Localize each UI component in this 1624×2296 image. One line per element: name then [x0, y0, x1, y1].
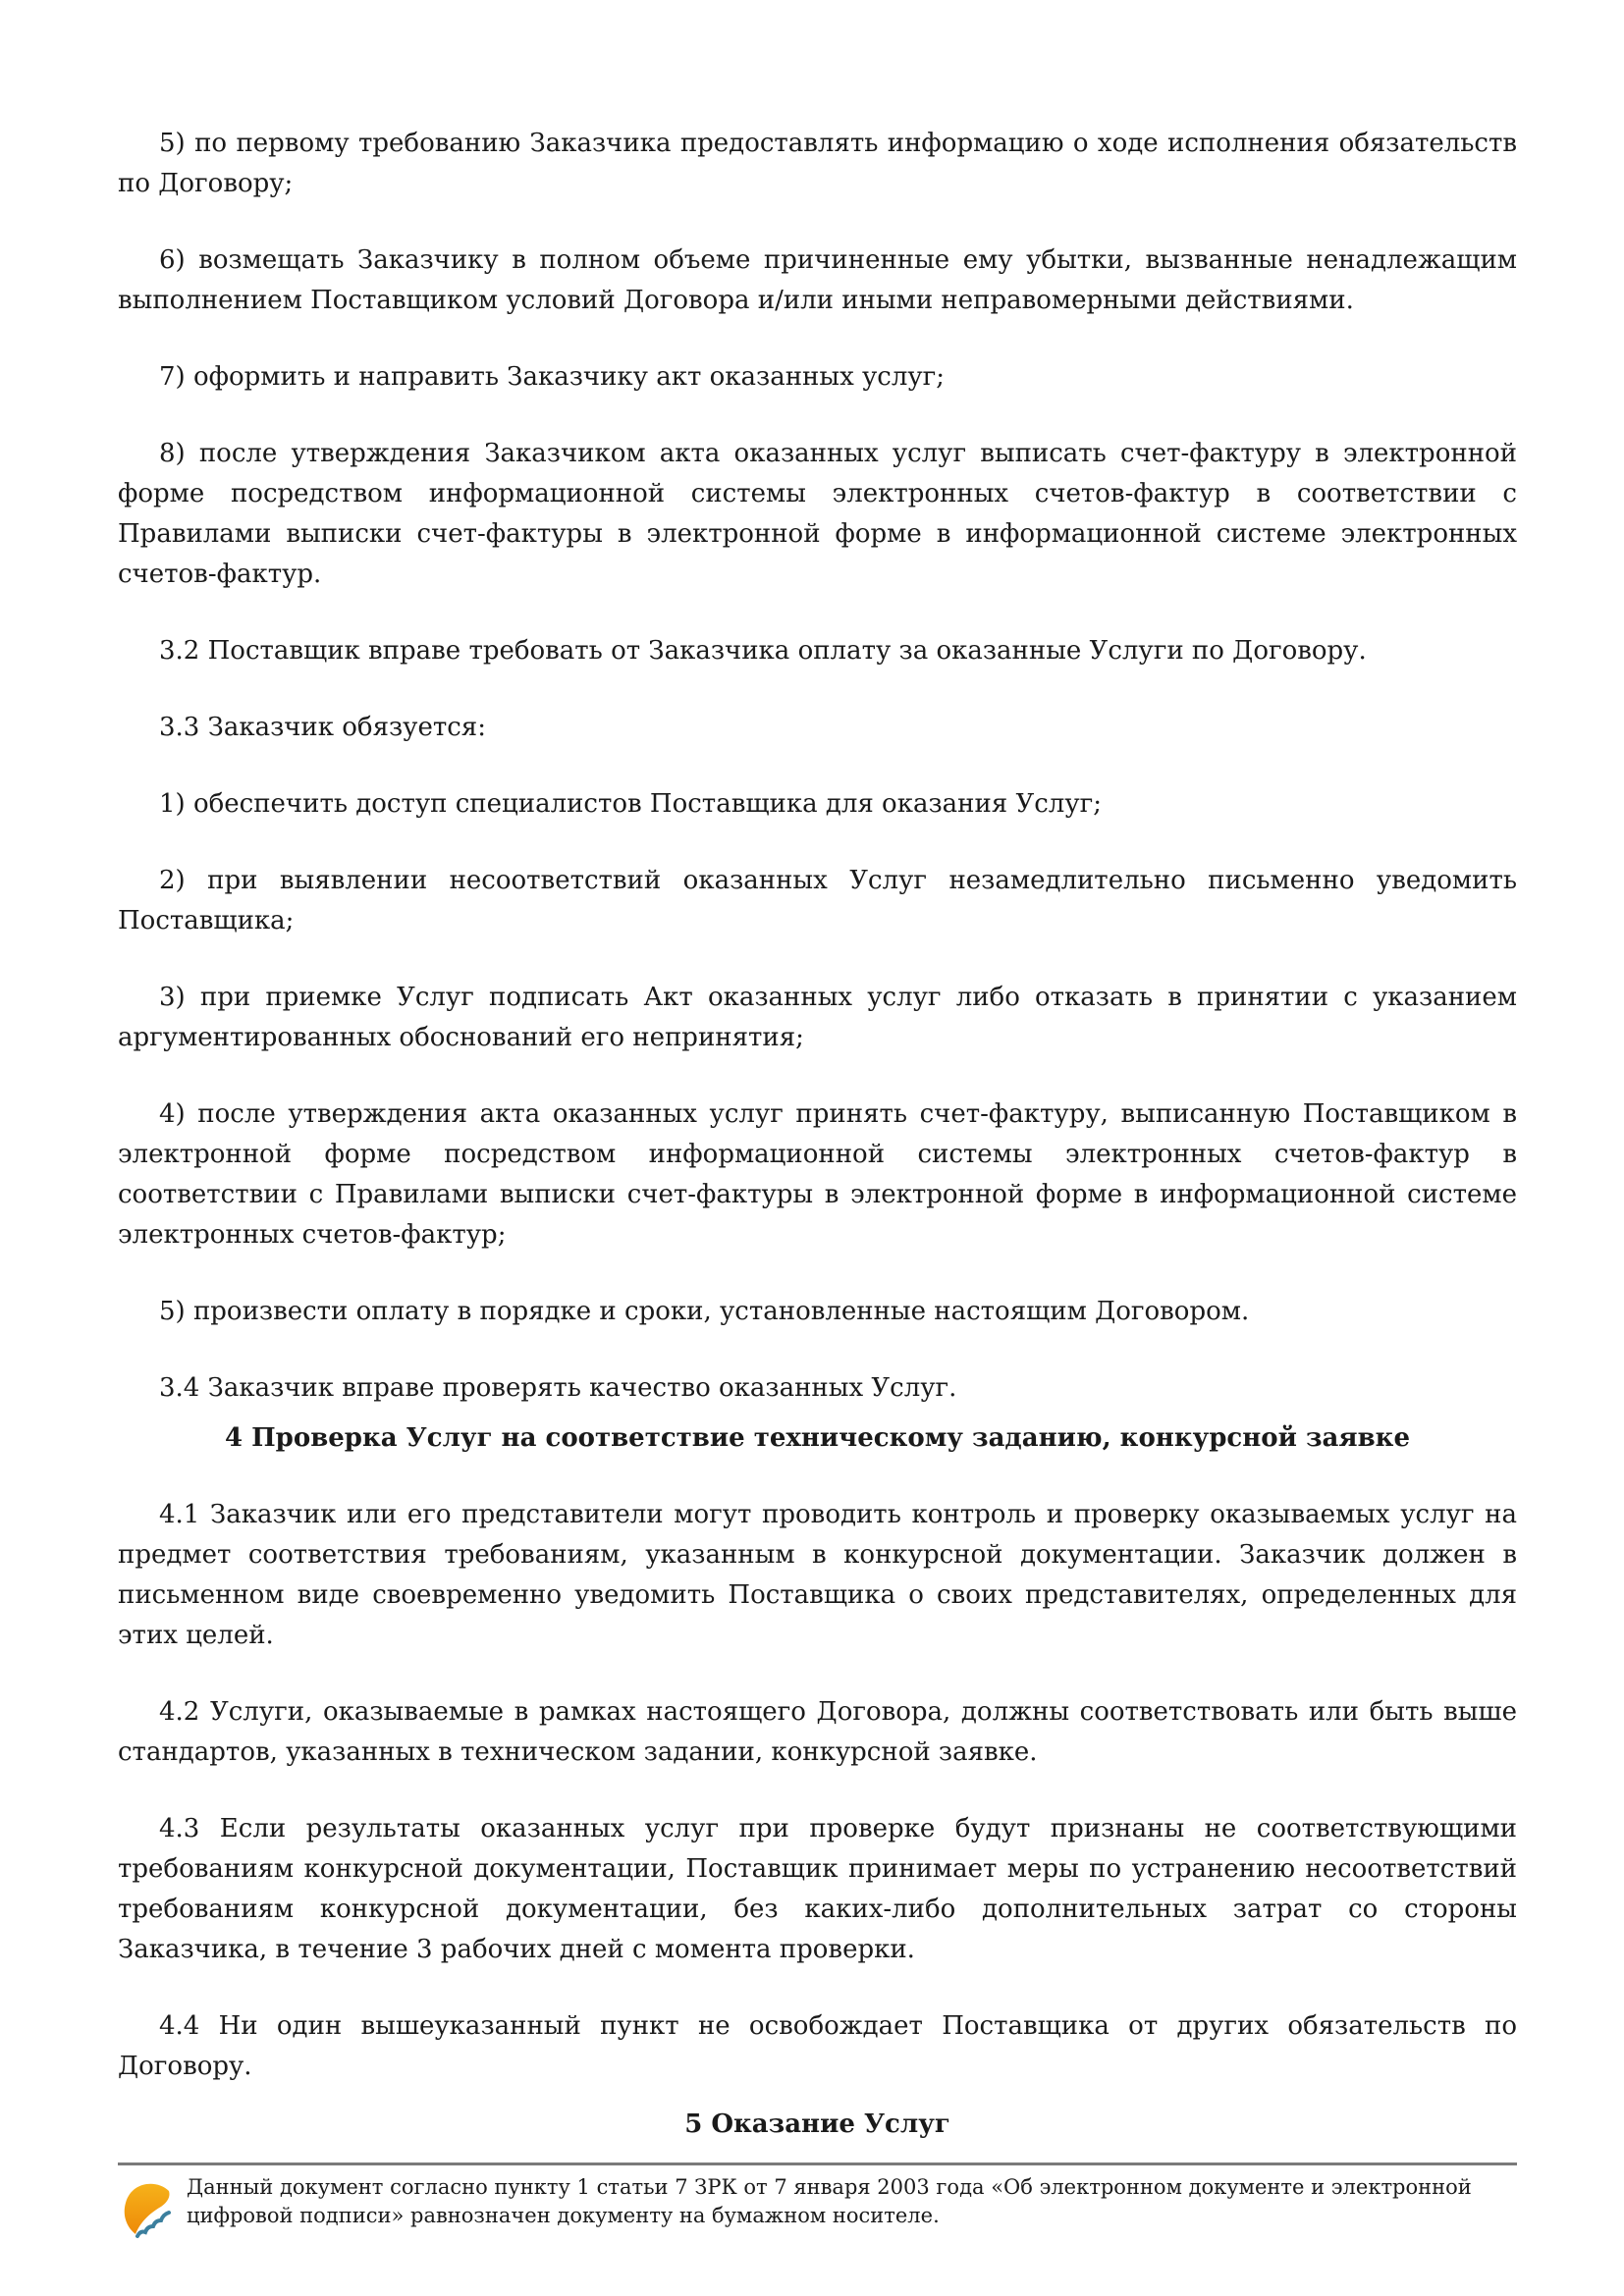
footer-legal-text: Данный документ согласно пункту 1 статьи 7 ЗРК от 7 января 2003 года «Об электронном документе и электронной цифровой подписи» равнозначен документу на бумажном носителе.: [187, 2175, 1472, 2227]
paragraph-3-4: 3.4 Заказчик вправе проверять качество оказанных Услуг.: [159, 1373, 957, 1403]
paragraph-customer-1: 1) обеспечить доступ специалистов Поставщика для оказания Услуг;: [159, 789, 1102, 819]
paragraph-4-3: 4.3 Если результаты оказанных услуг при проверке будут признаны не соответствующими требованиям конкурсной документации, Поставщик принимает меры по устранению несоответствий требованиям конкурсной документации, без каких-либо дополнительных затрат со стороны Заказчика, в течение 3 рабочих дней с момента проверки.: [118, 1814, 1517, 1964]
paragraph-obligation-7: 7) оформить и направить Заказчику акт оказанных услуг;: [159, 362, 946, 392]
section-5-heading: 5 Оказание Услуг: [684, 2109, 950, 2139]
paragraph-4-2: 4.2 Услуги, оказываемые в рамках настоящего Договора, должны соответствовать или быть выше стандартов, указанных в техническом задании, конкурсной заявке.: [118, 1697, 1517, 1767]
paragraph-obligation-8: 8) после утверждения Заказчиком акта оказанных услуг выписать счет-фактуру в электронной форме посредством информационной системы электронных счетов-фактур в соответствии с Правилами выписки счет-фактуры в электронной форме в информационной системе электронных счетов-фактур.: [118, 439, 1517, 589]
paragraph-customer-4: 4) после утверждения акта оказанных услуг принять счет-фактуру, выписанную Поставщиком в электронной форме посредством информационной системы электронных счетов-фактур в соответствии с Правилами выписки счет-фактуры в электронной форме в информационной системе электронных счетов-фактур;: [118, 1099, 1517, 1250]
paragraph-4-1: 4.1 Заказчик или его представители могут проводить контроль и проверку оказываемых услуг на предмет соответствия требованиям, указанным в конкурсной документации. Заказчик должен в письменном виде своевременно уведомить Поставщика о своих представителях, определенных для этих целей.: [118, 1500, 1517, 1650]
paragraph-3-2: 3.2 Поставщик вправе требовать от Заказчика оплату за оказанные Услуги по Договору.: [159, 636, 1367, 666]
egov-sun-logo-icon: [118, 2177, 181, 2240]
document-page: [118, 124, 1517, 2181]
paragraph-customer-3: 3) при приемке Услуг подписать Акт оказанных услуг либо отказать в принятии с указанием аргументированных обоснований его непринятия;: [118, 983, 1517, 1052]
paragraph-customer-2: 2) при выявлении несоответствий оказанных Услуг незамедлительно письменно уведомить Поставщика;: [118, 866, 1517, 935]
paragraph-4-4: 4.4 Ни один вышеуказанный пункт не освобождает Поставщика от других обязательств по Договору.: [118, 2011, 1517, 2081]
footer: [118, 2163, 1517, 2240]
section-4-heading: 4 Проверка Услуг на соответствие техническому заданию, конкурсной заявке: [224, 1423, 1410, 1453]
paragraph-obligation-6: 6) возмещать Заказчику в полном объеме причиненные ему убытки, вызванные ненадлежащим выполнением Поставщиком условий Договора и/или иными неправомерными действиями.: [118, 245, 1517, 315]
paragraph-3-3: 3.3 Заказчик обязуется:: [159, 713, 486, 742]
paragraph-obligation-5: 5) по первому требованию Заказчика предоставлять информацию о ходе исполнения обязательств по Договору;: [118, 129, 1517, 198]
paragraph-customer-5: 5) произвести оплату в порядке и сроки, установленные настоящим Договором.: [159, 1297, 1250, 1326]
